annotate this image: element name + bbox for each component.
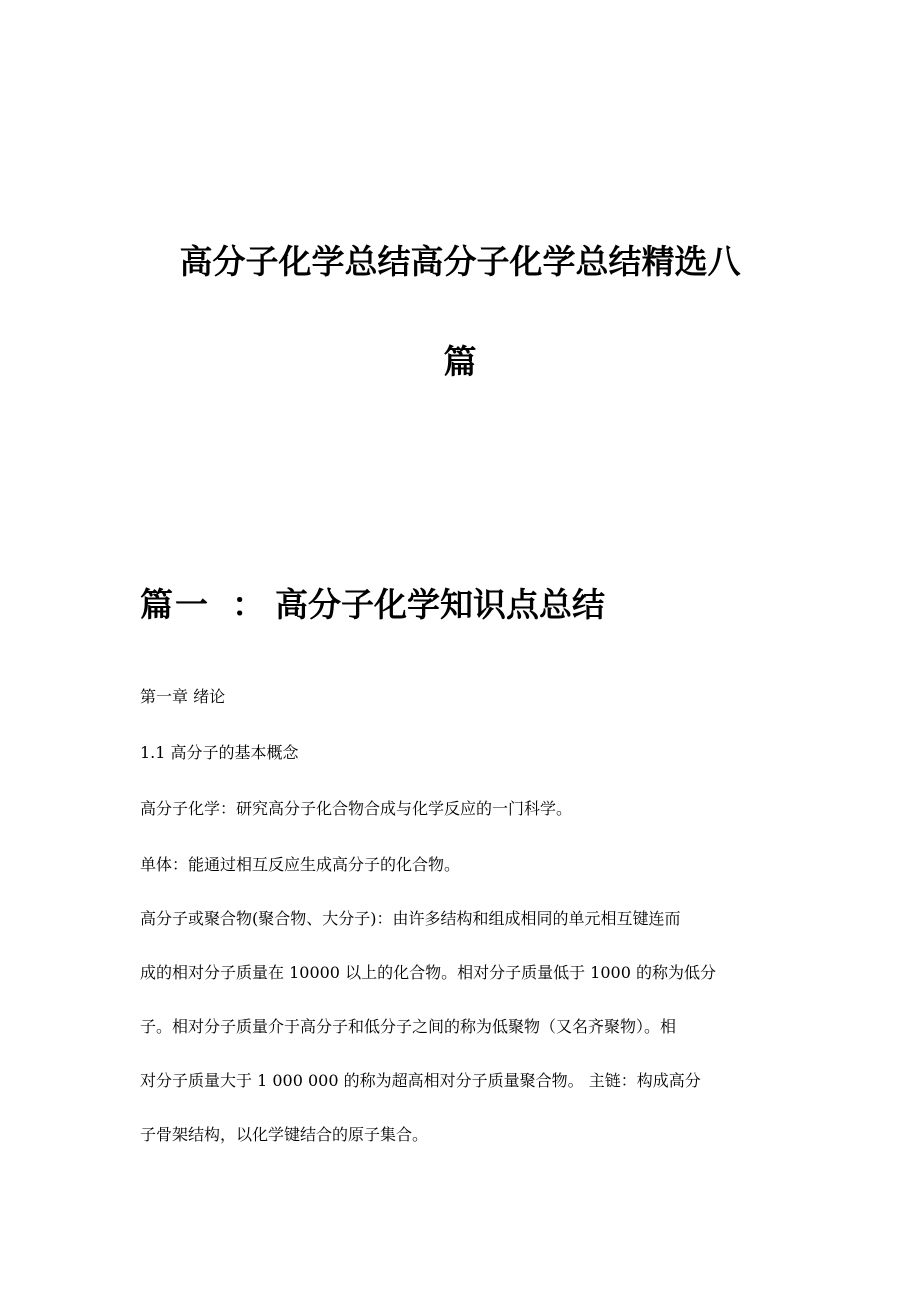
document-title	[140, 212, 780, 412]
definition-polymer-chemistry: 高分子化学：研究高分子化合物合成与化学反应的一门科学。	[140, 799, 573, 818]
definition-monomer: 单体：能通过相互反应生成高分子的化合物。	[140, 855, 461, 874]
definition-polymer-paragraph	[140, 905, 780, 1149]
document-title-line-2: 篇	[443, 342, 477, 381]
paragraph-line: 高分子或聚合物(聚合物、大分子)：由许多结构和组成相同的单元相互键连而	[140, 909, 681, 928]
paragraph-line: 子骨架结构，以化学键结合的原子集合。	[140, 1125, 429, 1144]
document-title-line-1: 高分子化学总结高分子化学总结精选八	[179, 242, 741, 281]
paragraph-line: 对分子质量大于 1 000 000 的称为超高相对分子质量聚合物。 主链：构成高分	[140, 1071, 701, 1090]
paragraph-line: 子。相对分子质量介于高分子和低分子之间的称为低聚物（又名齐聚物）。相	[140, 1017, 677, 1036]
chapter-heading: 第一章 绪论	[140, 687, 226, 706]
paragraph-line: 成的相对分子质量在 10000 以上的化合物。相对分子质量低于 1000 的称为低分	[140, 963, 716, 982]
section-heading	[140, 580, 780, 630]
subsection-heading: 1.1 高分子的基本概念	[140, 743, 299, 762]
section-label: 篇一	[140, 585, 210, 624]
section-separator: ：	[232, 585, 265, 624]
section-name: 高分子化学知识点总结	[275, 585, 605, 624]
